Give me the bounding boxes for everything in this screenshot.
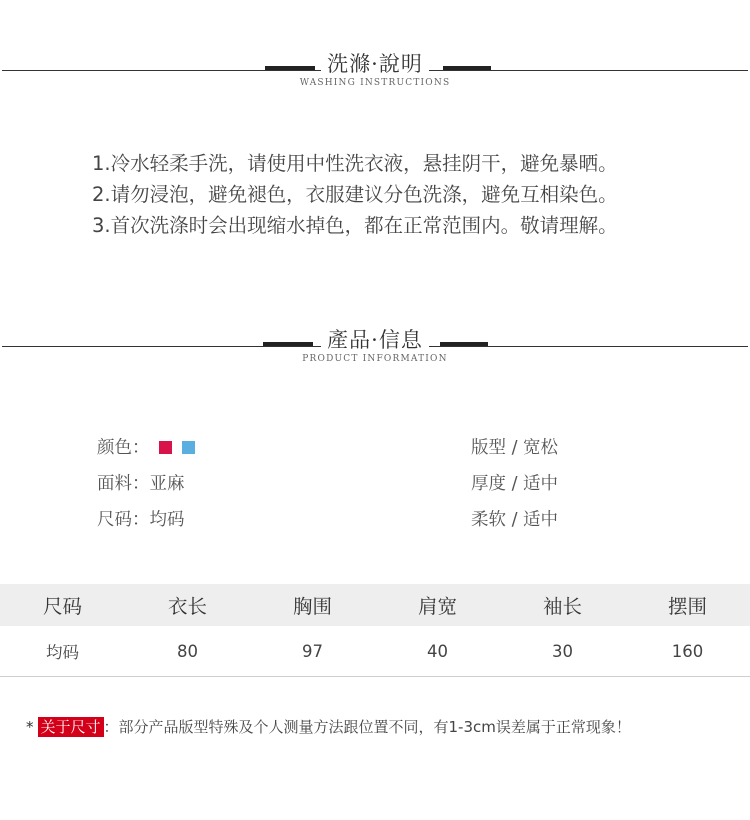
washing-instructions bbox=[92, 148, 618, 241]
fit-row: 版型 / 宽松 bbox=[471, 438, 559, 458]
asterisk: * bbox=[26, 718, 34, 736]
softness-row: 柔软 / 适中 bbox=[471, 510, 559, 530]
header-shoulder: 肩宽 bbox=[375, 584, 500, 626]
color-swatch-red bbox=[159, 441, 172, 454]
washing-line-2: 2.请勿浸泡，避免褪色，衣服建议分色洗涤，避免互相染色。 bbox=[92, 183, 618, 206]
product-section-header bbox=[0, 322, 750, 362]
washing-subtitle: WASHING INSTRUCTIONS bbox=[299, 78, 451, 88]
washing-section-header bbox=[0, 46, 750, 86]
cell-sleeve: 30 bbox=[500, 626, 625, 677]
fabric-row: 面料：亚麻 bbox=[97, 474, 185, 494]
product-subtitle: PRODUCT INFORMATION bbox=[302, 354, 448, 364]
cell-shoulder: 40 bbox=[375, 626, 500, 677]
header-size: 尺码 bbox=[0, 584, 125, 626]
cell-size: 均码 bbox=[0, 626, 125, 677]
header-length: 衣长 bbox=[125, 584, 250, 626]
washing-line-1: 1.冷水轻柔手洗，请使用中性洗衣液，悬挂阴干，避免暴晒。 bbox=[92, 152, 618, 175]
cell-length: 80 bbox=[125, 626, 250, 677]
color-swatch-blue bbox=[182, 441, 195, 454]
product-info-left bbox=[97, 430, 195, 538]
product-info-right bbox=[471, 430, 558, 538]
size-note-tag: 关于尺寸 bbox=[38, 717, 104, 737]
washing-line-3: 3.首次洗涤时会出现缩水掉色，都在正常范围内。敬请理解。 bbox=[92, 214, 618, 237]
table-row bbox=[0, 626, 750, 677]
washing-title: 洗滌·說明 bbox=[321, 52, 429, 76]
size-table bbox=[0, 584, 750, 677]
table-header-row bbox=[0, 584, 750, 626]
product-title: 產品·信息 bbox=[321, 328, 429, 352]
thickness-row: 厚度 / 适中 bbox=[471, 474, 559, 494]
header-sleeve: 袖长 bbox=[500, 584, 625, 626]
color-label: 颜色： bbox=[97, 438, 150, 458]
cell-chest: 97 bbox=[250, 626, 375, 677]
size-note bbox=[26, 716, 631, 737]
header-chest: 胸围 bbox=[250, 584, 375, 626]
color-row bbox=[97, 430, 195, 466]
size-note-text: ：部分产品版型特殊及个人测量方法跟位置不同，有1-3cm误差属于正常现象！ bbox=[103, 718, 631, 736]
size-row: 尺码：均码 bbox=[97, 510, 185, 530]
header-hem: 摆围 bbox=[625, 584, 750, 626]
cell-hem: 160 bbox=[625, 626, 750, 677]
